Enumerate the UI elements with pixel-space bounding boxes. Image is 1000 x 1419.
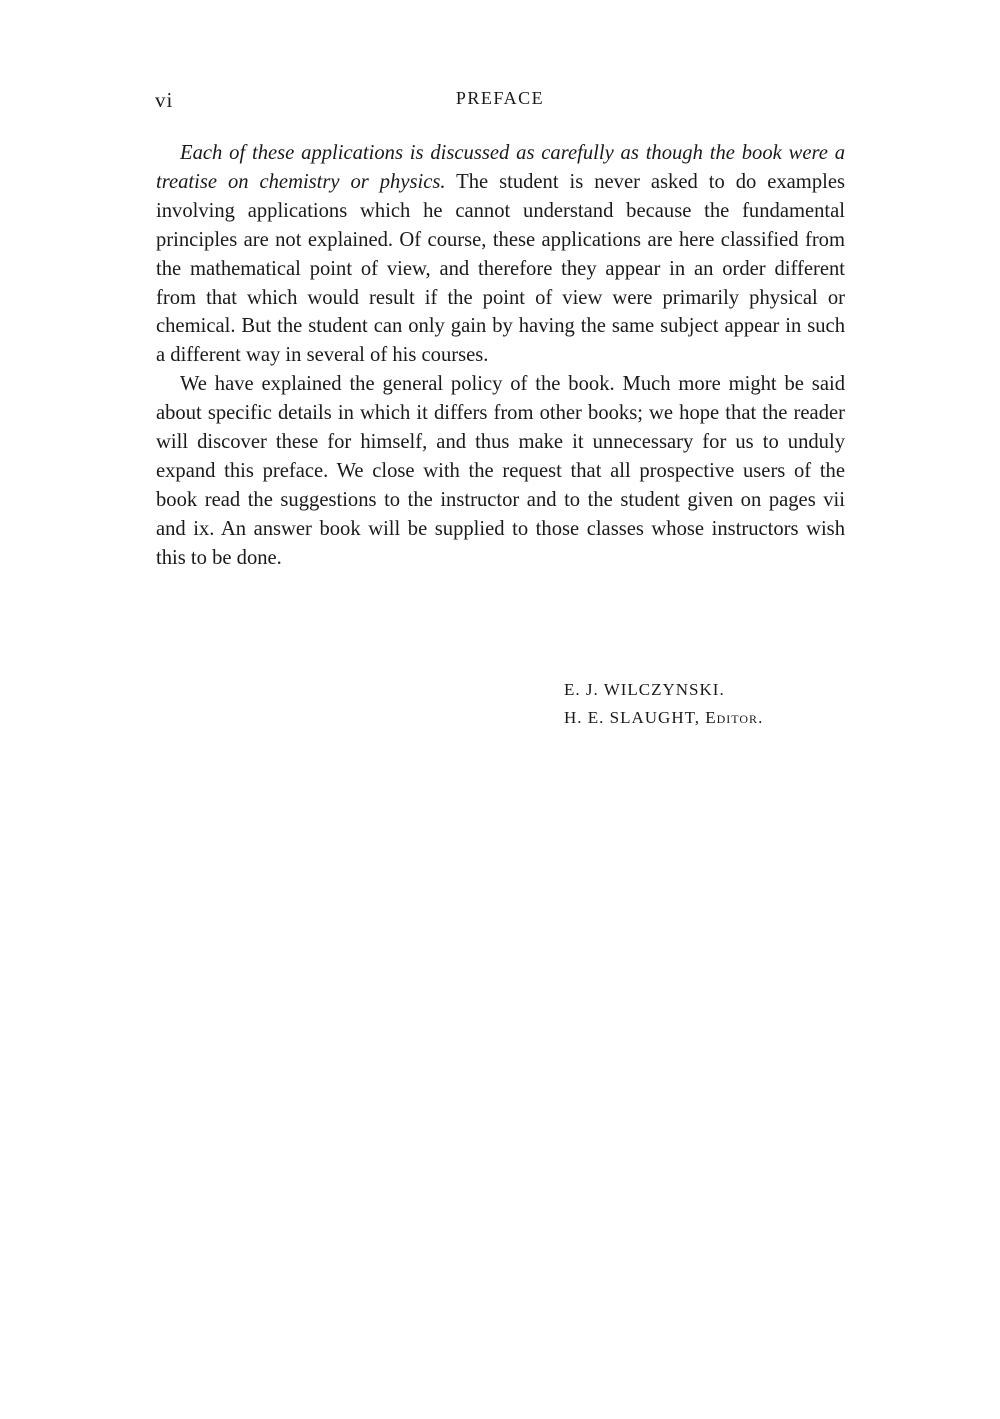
paragraph-text: The student is never asked to do examples involving applications which he cannot understand because the fundamental principles are not explained. Of course, these applications are here classified from the mathematical point of view, and therefore they appear in an order different from that which would result if the point of view were primarily physical or chemical. But the student can only gain by having the same subject appear in such a different way in several of his courses. — [156, 170, 846, 367]
running-head — [155, 88, 845, 116]
running-title: PREFACE — [455, 88, 545, 108]
paragraph-policy — [156, 370, 845, 572]
signature-name: H. E. SLAUGHT, — [564, 708, 700, 727]
preface-body — [156, 139, 845, 573]
paragraph-applications — [156, 139, 845, 370]
signature-role: Editor. — [705, 708, 764, 727]
italic-emphasis: Each of these applications is discussed as carefully as though the book were a treatise on chemistry or physics. — [156, 142, 845, 193]
signature-block — [564, 676, 763, 732]
page-number: vi — [155, 88, 174, 112]
paragraph-text: We have explained the general policy of the book. Much more might be said about specific details in which it differs from other books; we hope that the reader will discover these for himself, and thus make it unnecessary for us to unduly expand this preface. We close with the request that all prospective users of the book read the suggestions to the instructor and to the student given on pages vii and ix. An answer book will be supplied to those classes whose instructors wish this to be done. — [156, 373, 845, 569]
signature-wilczynski: E. J. WILCZYNSKI. — [564, 680, 725, 699]
signature-slaught — [564, 704, 763, 732]
